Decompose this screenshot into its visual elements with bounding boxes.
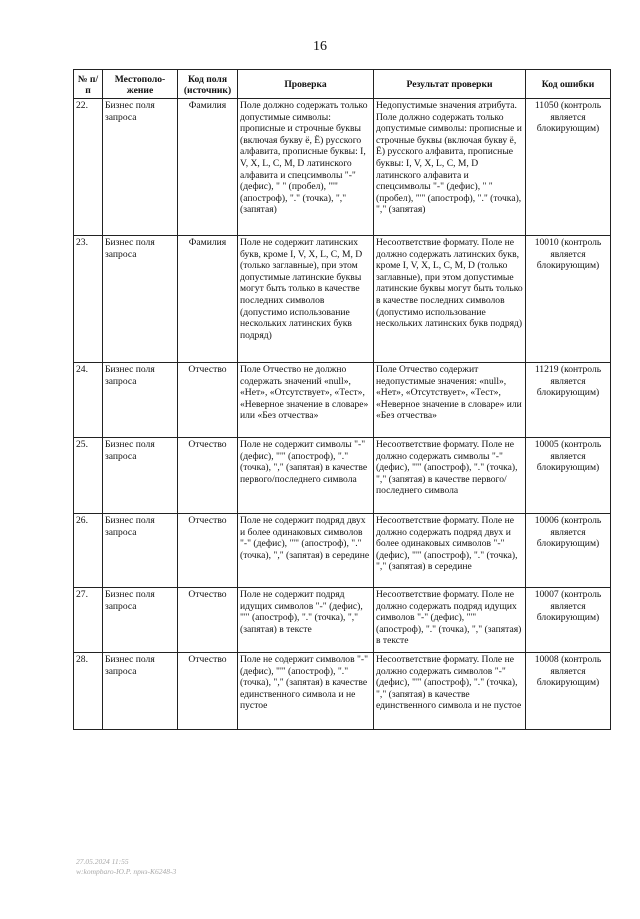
cell-location: Бизнес поля запроса <box>103 438 178 514</box>
table-row <box>74 438 611 514</box>
cell-error-code: 10005 (контроль является блокирующим) <box>526 438 611 514</box>
cell-result: Несоответствие формату. Поле не должно содержать латинских букв, кроме I, V, X, L, C, M, D (только заглавные), при этом допустимые латинские буквы могут быть только в качестве последних символов (допустимо использование нескольких латинских букв подряд) <box>374 236 526 363</box>
cell-num: 22. <box>74 99 103 236</box>
cell-location: Бизнес поля запроса <box>103 653 178 730</box>
header-location: Местополо-жение <box>103 70 178 99</box>
cell-num: 28. <box>74 653 103 730</box>
cell-check: Поле не содержит подряд идущих символов "-" (дефис), "'" (апостроф), "." (точка), "," (запятая) в тексте <box>238 588 374 653</box>
validation-rules-table <box>73 69 611 730</box>
header-source: Код поля (источник) <box>178 70 238 99</box>
cell-error-code: 11050 (контроль является блокирующим) <box>526 99 611 236</box>
table-row <box>74 363 611 438</box>
cell-num: 24. <box>74 363 103 438</box>
table-header-row <box>74 70 611 99</box>
cell-num: 27. <box>74 588 103 653</box>
footer-timestamp: 27.05.2024 11:55 <box>76 857 129 866</box>
cell-check: Поле не содержит символов "-" (дефис), "'" (апостроф), "." (точка), "," (запятая) в качестве единственного символа и не пустое <box>238 653 374 730</box>
cell-source: Отчество <box>178 363 238 438</box>
cell-location: Бизнес поля запроса <box>103 236 178 363</box>
cell-num: 26. <box>74 514 103 588</box>
header-num: № п/п <box>74 70 103 99</box>
cell-result: Несоответствие формату. Поле не должно содержать подряд идущих символов "-" (дефис), "'" (апостроф), "." (точка), "," (запятая) в тексте <box>374 588 526 653</box>
cell-result: Поле Отчество содержит недопустимые значения: «null», «Нет», «Отсутствует», «Тест», «Неверное значение в словаре» или «Без отчества» <box>374 363 526 438</box>
cell-check: Поле должно содержать только допустимые символы: прописные и строчные буквы (включая букву ё, Ё) русского алфавита, прописные буквы: I, V, X, L, C, M, D латинского алфавита и спецсимволы "-" (дефис), " " (пробел), "'" (апостроф), "." (точка), "," (запятая) <box>238 99 374 236</box>
footer-document-id: w:kompbaro-Ю.Р. прнз-К6248-3 <box>76 867 177 876</box>
cell-source: Фамилия <box>178 236 238 363</box>
table-row <box>74 514 611 588</box>
cell-error-code: 10008 (контроль является блокирующим) <box>526 653 611 730</box>
cell-source: Отчество <box>178 588 238 653</box>
cell-location: Бизнес поля запроса <box>103 99 178 236</box>
cell-source: Отчество <box>178 653 238 730</box>
cell-num: 23. <box>74 236 103 363</box>
cell-check: Поле не содержит латинских букв, кроме I, V, X, L, C, M, D (только заглавные), при этом допустимые латинские буквы могут быть только в качестве последних символов (допустимо использование нескольких латинских букв подряд) <box>238 236 374 363</box>
cell-check: Поле не содержит подряд двух и более одинаковых символов "-" (дефис), "'" (апостроф), "." (точка), "," (запятая) в середине <box>238 514 374 588</box>
cell-result: Несоответствие формату. Поле не должно содержать символов "-" (дефис), "'" (апостроф), "." (точка), "," (запятая) в качестве единственного символа и не пустое <box>374 653 526 730</box>
page-number: 16 <box>313 39 327 54</box>
header-check: Проверка <box>238 70 374 99</box>
cell-result: Недопустимые значения атрибута. Поле должно содержать только допустимые символы: прописные и строчные буквы (включая букву ё, Ё) русского алфавита, прописные буквы: I, V, X, L, C, M, D латинского алфавита и спецсимволы "-" (дефис), " " (пробел), "'" (апостроф), "." (точка), "," (запятая) <box>374 99 526 236</box>
cell-result: Несоответствие формату. Поле не должно содержать символы "-" (дефис), "'" (апостроф), "." (точка), "," (запятая) в качестве первого/последнего символа <box>374 438 526 514</box>
cell-error-code: 10010 (контроль является блокирующим) <box>526 236 611 363</box>
cell-error-code: 10006 (контроль является блокирующим) <box>526 514 611 588</box>
table-row <box>74 236 611 363</box>
cell-check: Поле не содержит символы "-" (дефис), "'" (апостроф), "." (точка), "," (запятая) в качестве первого/последнего символа <box>238 438 374 514</box>
header-code: Код ошибки <box>526 70 611 99</box>
cell-check: Поле Отчество не должно содержать значений «null», «Нет», «Отсутствует», «Тест», «Неверное значение в словаре» или «Без отчества» <box>238 363 374 438</box>
cell-source: Фамилия <box>178 99 238 236</box>
cell-num: 25. <box>74 438 103 514</box>
cell-result: Несоответствие формату. Поле не должно содержать подряд двух и более одинаковых символов "-" (дефис), "'" (апостроф), "." (точка), "," (запятая) в середине <box>374 514 526 588</box>
header-result: Результат проверки <box>374 70 526 99</box>
table-row <box>74 653 611 730</box>
cell-location: Бизнес поля запроса <box>103 514 178 588</box>
cell-source: Отчество <box>178 514 238 588</box>
cell-location: Бизнес поля запроса <box>103 363 178 438</box>
cell-source: Отчество <box>178 438 238 514</box>
cell-location: Бизнес поля запроса <box>103 588 178 653</box>
table-row <box>74 99 611 236</box>
cell-error-code: 11219 (контроль является блокирующим) <box>526 363 611 438</box>
table-row <box>74 588 611 653</box>
cell-error-code: 10007 (контроль является блокирующим) <box>526 588 611 653</box>
